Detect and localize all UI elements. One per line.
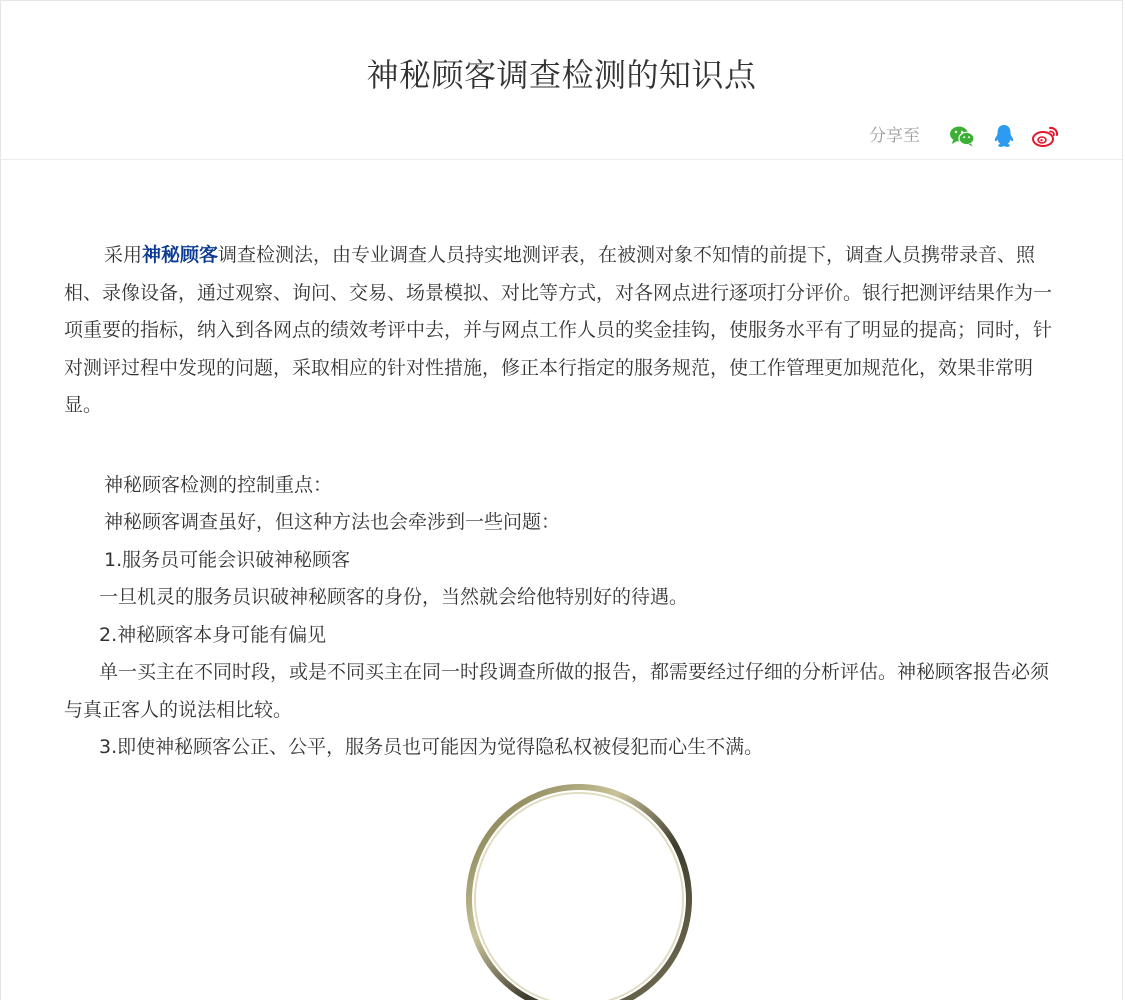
share-label: 分享至 xyxy=(869,126,920,146)
article-image xyxy=(456,781,706,1000)
qq-icon[interactable] xyxy=(990,122,1018,150)
paragraph-item-2-desc: 单一买主在不同时段，或是不同买主在同一时段调查所做的报告，都需要经过仔细的分析评估。神秘顾客报告必须与真正客人的说法相比较。 xyxy=(64,661,1050,721)
paragraph-intro xyxy=(64,237,1064,425)
weibo-icon[interactable] xyxy=(1032,122,1060,150)
paragraph-item-3: 3.即使神秘顾客公正、公平，服务员也可能因为觉得隐私权被侵犯而心生不满。 xyxy=(99,736,764,758)
paragraph-control-heading: 神秘顾客检测的控制重点： xyxy=(104,473,333,496)
paragraph-issues-intro: 神秘顾客调查虽好，但这种方法也会牵涉到一些问题： xyxy=(104,511,561,533)
paragraph-gap xyxy=(64,425,1064,467)
paragraph-item-1-desc: 一旦机灵的服务员识破神秘顾客的身份，当然就会给他特别好的待遇。 xyxy=(99,586,689,608)
paragraph-item-2: 2.神秘顾客本身可能有偏见 xyxy=(99,623,327,646)
wechat-icon[interactable] xyxy=(948,122,976,150)
page-title: 神秘顾客调查检测的知识点 xyxy=(366,56,757,94)
article-header xyxy=(1,1,1122,160)
intro-text: 调查检测法，由专业调查人员持实地测评表，在被测对象不知情的前提下，调查人员携带录音、照相、录像设备，通过观察、询问、交易、场景模拟、对比等方式，对各网点进行逐项打分评价。银行把测评结果作为一项重要的指标，纳入到各网点的绩效考评中去，并与网点工作人员的奖金挂钩，使服务水平有了明显的提高；同时，针对测评过程中发现的问题，采取相应的针对性措施，修正本行指定的服务规范，使工作管理更加规范化，效果非常明显。 xyxy=(64,244,1053,416)
keyword-link[interactable]: 神秘顾客 xyxy=(142,244,219,266)
paragraph-item-1: 1.服务员可能会识破神秘顾客 xyxy=(104,548,351,571)
article-body xyxy=(64,237,1064,767)
share-bar xyxy=(869,121,1060,151)
intro-prefix: 采用 xyxy=(104,244,143,266)
